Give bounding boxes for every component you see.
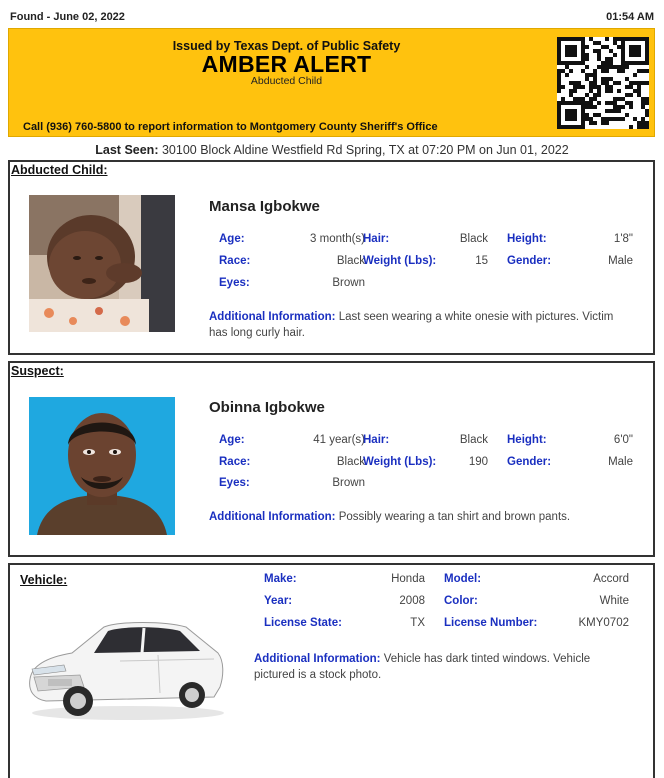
suspect-gender-value: Male <box>608 456 633 468</box>
child-gender-label: Gender: <box>507 255 552 267</box>
suspect-race-value: Black <box>336 456 365 468</box>
vehicle-label: Vehicle: <box>20 573 68 587</box>
vehicle-section <box>8 563 655 778</box>
suspect-eyes-label: Eyes: <box>219 477 250 489</box>
abducted-child-label: Abducted Child: <box>11 163 108 177</box>
vehicle-color-value: White <box>599 595 629 607</box>
vehicle-state-value: TX <box>410 617 425 629</box>
child-age-label: Age: <box>219 233 245 245</box>
suspect-section <box>8 361 655 557</box>
child-photo <box>29 195 175 332</box>
last-seen <box>0 143 664 157</box>
suspect-age-value: 41 year(s) <box>313 434 365 446</box>
child-weight-value: 15 <box>475 255 488 267</box>
alert-subtitle: Abducted Child <box>250 75 323 87</box>
suspect-name: Obinna Igbokwe <box>209 399 325 416</box>
child-height-value: 1'8" <box>613 233 633 245</box>
vehicle-state-label: License State: <box>264 617 342 629</box>
child-eyes-value: Brown <box>332 277 365 289</box>
vehicle-info-label: Additional Information: <box>254 653 381 665</box>
vehicle-make-label: Make: <box>264 573 297 585</box>
found-time: 01:54 AM <box>606 11 654 23</box>
child-age-value: 3 month(s) <box>310 233 365 245</box>
child-hair-label: Hair: <box>363 233 390 245</box>
suspect-hair-value: Black <box>459 434 488 446</box>
vehicle-info-text: Vehicle has dark tinted windows. Vehicle pictured is a stock photo. <box>254 653 591 681</box>
found-date: Found - June 02, 2022 <box>10 11 125 23</box>
suspect-race-label: Race: <box>219 456 251 468</box>
suspect-eyes-value: Brown <box>332 477 365 489</box>
child-info-text: Last seen wearing a white onesie with pictures. Victim has long curly hair. <box>209 311 614 339</box>
amber-alert-banner <box>8 28 655 137</box>
abducted-child-section <box>8 160 655 355</box>
child-height-label: Height: <box>507 233 547 245</box>
last-seen-value: 30100 Block Aldine Westfield Rd Spring, TX at 07:20 PM on Jun 01, 2022 <box>161 143 569 157</box>
suspect-height-label: Height: <box>507 434 547 446</box>
child-name: Mansa Igbokwe <box>209 198 320 215</box>
child-weight-label: Weight (Lbs): <box>363 255 437 267</box>
child-info-label: Additional Information: <box>209 311 336 323</box>
suspect-weight-label: Weight (Lbs): <box>363 456 437 468</box>
suspect-photo <box>29 397 175 535</box>
call-to-report: Call (936) 760-5800 to report information to Montgomery County Sheriff's Office <box>23 121 438 133</box>
vehicle-plate-label: License Number: <box>444 617 538 629</box>
vehicle-color-label: Color: <box>444 595 478 607</box>
vehicle-year-value: 2008 <box>399 595 425 607</box>
issued-by: Issued by Texas Dept. of Public Safety <box>172 39 401 53</box>
vehicle-photo <box>24 617 226 722</box>
suspect-height-value: 6'0" <box>613 434 633 446</box>
alert-title: AMBER ALERT <box>201 51 372 77</box>
vehicle-year-label: Year: <box>264 595 293 607</box>
child-race-value: Black <box>336 255 365 267</box>
top-bar <box>10 11 654 27</box>
child-gender-value: Male <box>608 255 633 267</box>
child-additional-info <box>209 309 634 341</box>
vehicle-additional-info <box>254 651 624 683</box>
child-eyes-label: Eyes: <box>219 277 250 289</box>
child-race-label: Race: <box>219 255 251 267</box>
suspect-label: Suspect: <box>11 364 64 378</box>
suspect-gender-label: Gender: <box>507 456 552 468</box>
suspect-weight-value: 190 <box>468 456 488 468</box>
vehicle-plate-value: KMY0702 <box>578 617 629 629</box>
suspect-hair-label: Hair: <box>363 434 390 446</box>
suspect-additional-info <box>209 509 634 525</box>
last-seen-label: Last Seen: <box>95 143 159 157</box>
vehicle-model-label: Model: <box>444 573 482 585</box>
vehicle-model-value: Accord <box>593 573 629 585</box>
qr-code-icon[interactable] <box>557 37 649 129</box>
suspect-age-label: Age: <box>219 434 245 446</box>
child-hair-value: Black <box>459 233 488 245</box>
suspect-info-text: Possibly wearing a tan shirt and brown pants. <box>338 511 571 523</box>
suspect-info-label: Additional Information: <box>209 511 336 523</box>
vehicle-make-value: Honda <box>391 573 425 585</box>
